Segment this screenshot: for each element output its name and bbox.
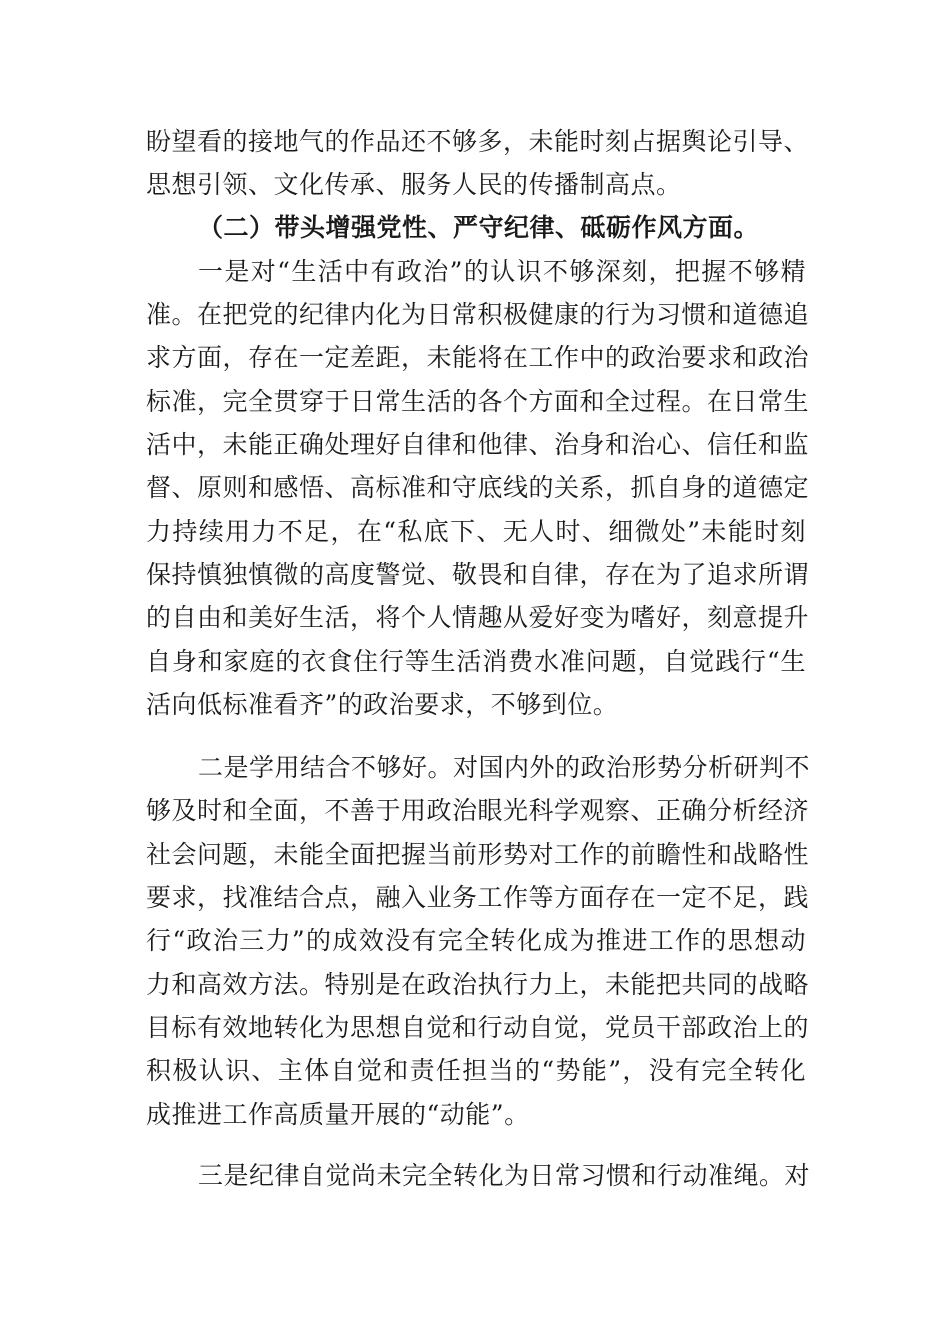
text-line-14: 活向低标准看齐”的政治要求，不够到位。 [146, 690, 619, 719]
text-line-18: 要求，找准结合点，融入业务工作等方面存在一定不足，践 [146, 883, 810, 912]
text-line-9: 督、原则和感悟、高标准和守底线的关系，抓自身的道德定 [146, 473, 810, 502]
text-line-11: 保持慎独慎微的高度警觉、敬畏和自律，存在为了追求所谓 [146, 560, 810, 589]
text-line-1: 盼望看的接地气的作品还不够多，未能时刻占据舆论引导、 [146, 127, 810, 156]
text-line-23: 成推进工作高质量开展的“动能”。 [146, 1100, 530, 1129]
text-line-16: 够及时和全面，不善于用政治眼光科学观察、正确分析经济 [146, 796, 810, 825]
section-heading: （二）带头增强党性、严守纪律、砥砺作风方面。 [198, 213, 760, 242]
text-line-13: 自身和家庭的衣食住行等生活消费水准问题，自觉践行“生 [146, 647, 806, 676]
text-line-24: 三是纪律自觉尚未完全转化为日常习惯和行动准绳。对 [198, 1161, 811, 1190]
text-line-20: 力和高效方法。特别是在政治执行力上，未能把共同的战略 [146, 970, 810, 999]
text-line-12: 的自由和美好生活，将个人情趣从爱好变为嗜好，刻意提升 [146, 603, 810, 632]
text-line-21: 目标有效地转化为思想自觉和行动自觉，党员干部政治上的 [146, 1013, 810, 1042]
text-line-8: 活中，未能正确处理好自律和他律、治身和治心、信任和监 [146, 430, 810, 459]
text-line-4: 一是对“生活中有政治”的认识不够深刻，把握不够精 [198, 257, 806, 286]
text-line-15: 二是学用结合不够好。对国内外的政治形势分析研判不 [198, 753, 811, 782]
text-line-10: 力持续用力不足，在“私底下、无人时、细微处”未能时刻 [146, 517, 806, 546]
text-line-22: 积极认识、主体自觉和责任担当的“势能”，没有完全转化 [146, 1056, 806, 1085]
text-line-6: 求方面，存在一定差距，未能将在工作中的政治要求和政治 [146, 343, 810, 372]
text-line-7: 标准，完全贯穿于日常生活的各个方面和全过程。在日常生 [146, 387, 810, 416]
text-line-19: 行“政治三力”的成效没有完全转化成为推进工作的思想动 [146, 926, 806, 955]
text-line-17: 社会问题，未能全面把握当前形势对工作的前瞻性和战略性 [146, 840, 810, 869]
text-line-5: 准。在把党的纪律内化为日常积极健康的行为习惯和道德追 [146, 300, 810, 329]
text-line-2: 思想引领、文化传承、服务人民的传播制高点。 [146, 170, 682, 199]
